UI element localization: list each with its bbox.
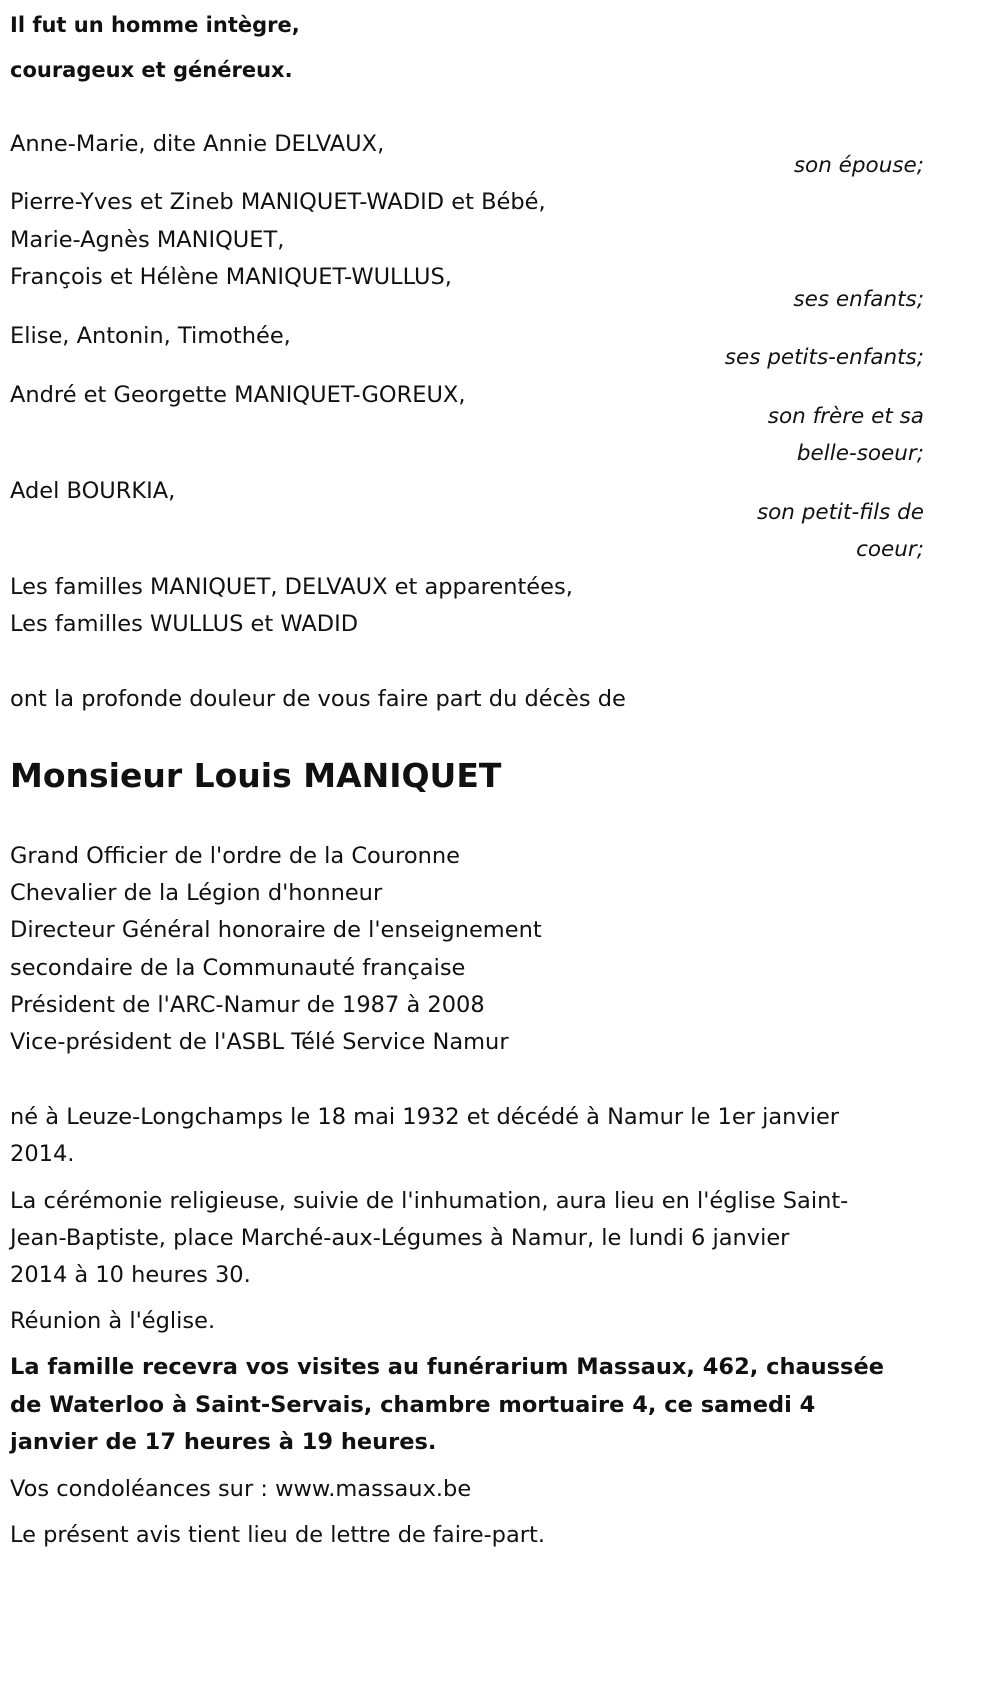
title-line-1: Grand Officier de l'ordre de la Couronne [10, 843, 460, 869]
families-line-1: Les familles MANIQUET, DELVAUX et apparentées, [10, 574, 573, 600]
condolences-link[interactable]: www.massaux.be [275, 1476, 472, 1502]
title-line-5: Président de l'ARC-Namur de 1987 à 2008 [10, 992, 485, 1018]
role-grandson-heart-line-2: coeur; [856, 537, 924, 562]
family-grandchildren: Elise, Antonin, Timothée, [10, 323, 291, 349]
motto-line-1: Il fut un homme intègre, [10, 13, 300, 37]
role-brother-line-1: son frère et sa [767, 404, 924, 429]
family-grandson-heart: Adel BOURKIA, [10, 478, 176, 504]
reunion-text: Réunion à l'église. [10, 1308, 216, 1334]
title-line-3: Directeur Général honoraire de l'enseignement [10, 917, 542, 943]
family-brother: André et Georgette MANIQUET-GOREUX, [10, 382, 466, 408]
motto-line-2: courageux et généreux. [10, 58, 293, 82]
announcement-text: ont la profonde douleur de vous faire part du décès de [10, 686, 626, 712]
deceased-name: Monsieur Louis MANIQUET [10, 756, 502, 795]
title-line-6: Vice-président de l'ASBL Télé Service Namur [10, 1029, 509, 1055]
notice-text: Le présent avis tient lieu de lettre de faire-part. [10, 1522, 545, 1548]
title-line-4: secondaire de la Communauté française [10, 955, 466, 981]
ceremony-line-2: Jean-Baptiste, place Marché-aux-Légumes à Namur, le lundi 6 janvier [10, 1225, 790, 1251]
role-grandchildren: ses petits-enfants; [724, 345, 924, 370]
families-line-2: Les familles WULLUS et WADID [10, 611, 359, 637]
title-line-2: Chevalier de la Légion d'honneur [10, 880, 383, 906]
birth-death-line-2: 2014. [10, 1141, 75, 1167]
family-child-3: François et Hélène MANIQUET-WULLUS, [10, 264, 452, 290]
family-child-2: Marie-Agnès MANIQUET, [10, 227, 285, 253]
ceremony-line-1: La cérémonie religieuse, suivie de l'inhumation, aura lieu en l'église Saint- [10, 1188, 849, 1214]
visits-line-3: janvier de 17 heures à 19 heures. [10, 1429, 437, 1455]
family-spouse-name: Anne-Marie, dite Annie DELVAUX, [10, 131, 385, 157]
role-spouse: son épouse; [793, 153, 924, 178]
visits-line-1: La famille recevra vos visites au funérarium Massaux, 462, chaussée [10, 1354, 884, 1380]
role-grandson-heart-line-1: son petit-fils de [756, 500, 924, 525]
ceremony-line-3: 2014 à 10 heures 30. [10, 1262, 251, 1288]
visits-line-2: de Waterloo à Saint-Servais, chambre mortuaire 4, ce samedi 4 [10, 1392, 816, 1418]
birth-death-line-1: né à Leuze-Longchamps le 18 mai 1932 et décédé à Namur le 1er janvier [10, 1104, 840, 1130]
role-children: ses enfants; [793, 287, 924, 312]
family-child-1: Pierre-Yves et Zineb MANIQUET-WADID et Bébé, [10, 189, 546, 215]
condolences-line [10, 1475, 471, 1503]
condolences-prefix: Vos condoléances sur : [10, 1476, 276, 1502]
role-brother-line-2: belle-soeur; [796, 441, 924, 466]
